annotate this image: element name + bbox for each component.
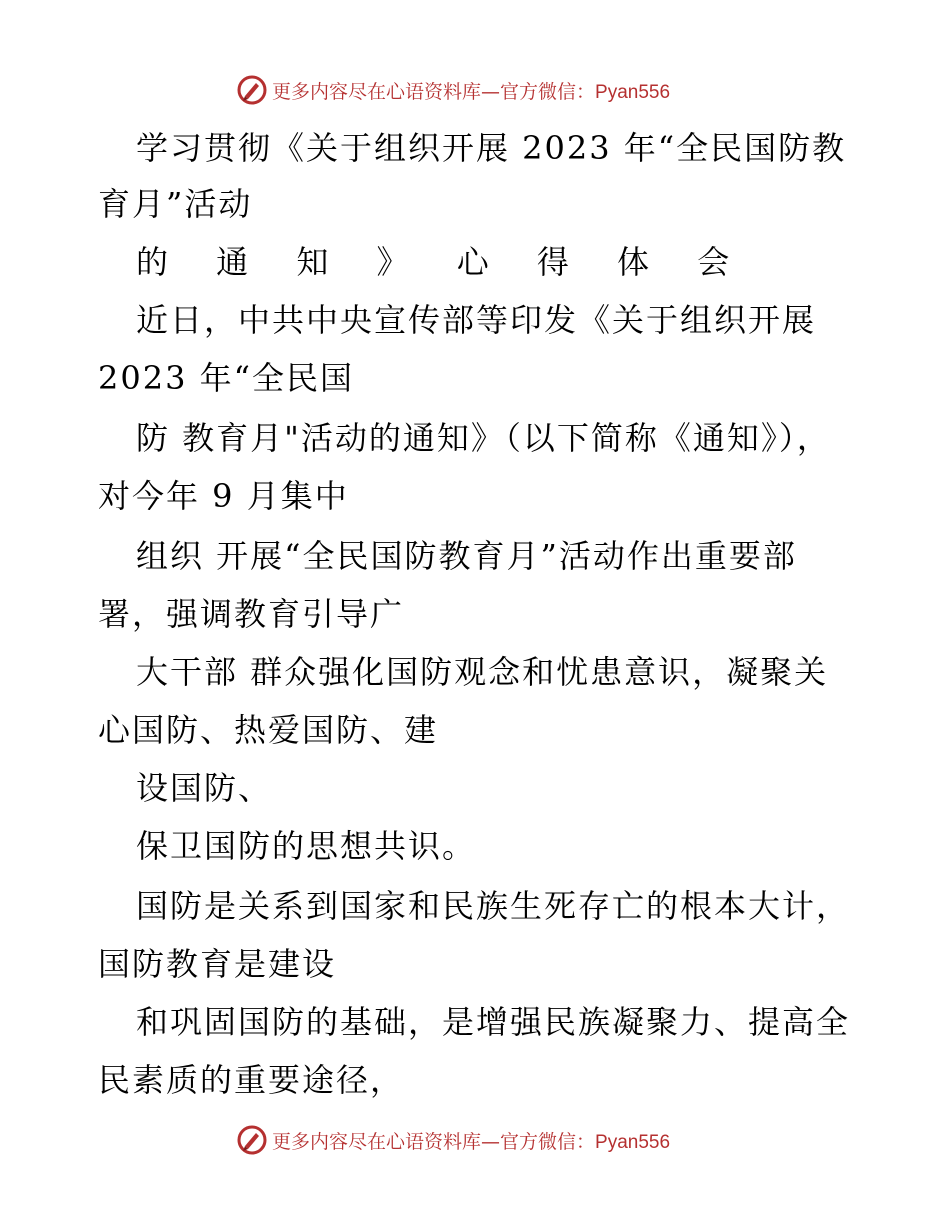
text-line: 民素质的重要途径， bbox=[98, 1061, 405, 1099]
footer-watermark bbox=[236, 1122, 670, 1158]
text-line: 设国防、 bbox=[136, 769, 273, 807]
watermark-text: 更多内容尽在心语资料库—官方微信：Pyan556 bbox=[272, 80, 671, 103]
text-line: 防 教育月"活动的通知》（以下简称《通知》）， bbox=[136, 419, 831, 457]
text-line: 国防教育是建设 bbox=[98, 945, 337, 983]
text-line: 组织 开展“全民国防教育月”活动作出重要部 bbox=[136, 537, 797, 575]
text-line: 保卫国防的思想共识。 bbox=[136, 827, 477, 865]
text-line: 近日，中共中央宣传部等印发《关于组织开展 bbox=[136, 301, 817, 339]
text-line: 的 通 知 》 心 得 体 会 bbox=[136, 243, 749, 281]
wechat-id: Pyan556 bbox=[595, 1131, 671, 1153]
text-line: 育月”活动 bbox=[98, 185, 253, 223]
wechat-id: Pyan556 bbox=[595, 81, 671, 103]
text-line: 2023 年“全民国 bbox=[98, 359, 354, 397]
text-line: 学习贯彻《关于组织开展 2023 年“全民国防教 bbox=[136, 129, 847, 167]
text-line: 大干部 群众强化国防观念和忧患意识，凝聚关 bbox=[136, 653, 829, 691]
text-line: 心国防、热爱国防、建 bbox=[98, 711, 439, 749]
text-line: 对今年 9 月集中 bbox=[98, 477, 349, 515]
text-line: 署，强调教育引导广 bbox=[98, 595, 405, 633]
watermark-text: 更多内容尽在心语资料库—官方微信：Pyan556 bbox=[272, 1130, 671, 1153]
text-line: 国防是关系到国家和民族生死存亡的根本大计， bbox=[136, 887, 851, 925]
text-line: 和巩固国防的基础，是增强民族凝聚力、提高全 bbox=[136, 1003, 851, 1041]
pen-logo-icon bbox=[236, 1124, 268, 1156]
